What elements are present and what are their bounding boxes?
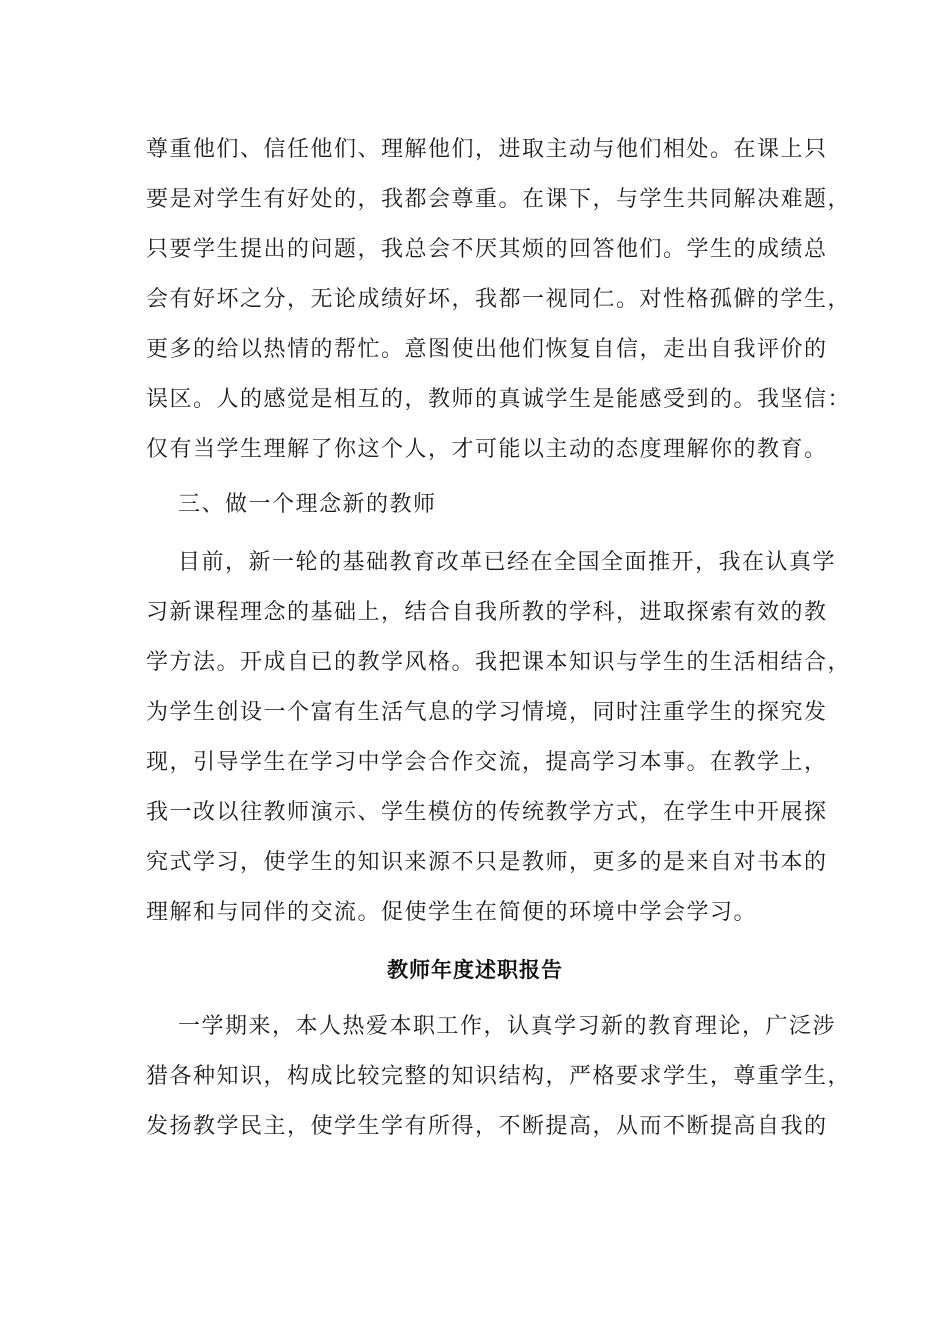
paragraph-line: 学方法。开成自已的教学风格。我把课本知识与学生的生活相结合，: [146, 650, 852, 675]
paragraph-line: 误区。人的感觉是相互的，教师的真诚学生是能感受到的。我坚信：: [146, 387, 852, 412]
paragraph-line: 尊重他们、信任他们、理解他们，进取主动与他们相处。在课上只: [146, 137, 828, 162]
paragraph-line: 一学期来，本人热爱本职工作，认真学习新的教育理论，广泛涉: [178, 1014, 837, 1039]
section-heading: 三、做一个理念新的教师: [178, 492, 437, 517]
paragraph-line: 究式学习，使学生的知识来源不只是教师，更多的是来自对书本的: [146, 850, 828, 875]
paragraph-line: 我一改以往教师演示、学生模仿的传统教学方式，在学生中开展探: [146, 800, 828, 825]
paragraph-line: 理解和与同伴的交流。促使学生在简便的环境中学会学习。: [146, 900, 758, 925]
paragraph-line: 现，引导学生在学习中学会合作交流，提高学习本事。在教学上，: [146, 750, 828, 775]
paragraph-line: 发扬教学民主，使学生学有所得，不断提高，从而不断提高自我的: [146, 1114, 828, 1139]
paragraph-line: 习新课程理念的基础上，结合自我所教的学科，进取探索有效的教: [146, 600, 828, 625]
paragraph-line: 要是对学生有好处的，我都会尊重。在课下，与学生共同解决难题，: [146, 187, 852, 212]
paragraph-line: 为学生创设一个富有生活气息的学习情境，同时注重学生的探究发: [146, 700, 828, 725]
paragraph-line: 更多的给以热情的帮忙。意图使出他们恢复自信，走出自我评价的: [146, 337, 828, 362]
paragraph-line: 目前，新一轮的基础教育改革已经在全国全面推开，我在认真学: [178, 550, 837, 575]
paragraph-line: 猎各种知识，构成比较完整的知识结构，严格要求学生，尊重学生，: [146, 1064, 852, 1089]
paragraph-line: 仅有当学生理解了你这个人，才可能以主动的态度理解你的教育。: [146, 437, 828, 462]
paragraph-line: 会有好坏之分，无论成绩好坏，我都一视同仁。对性格孤僻的学生，: [146, 287, 852, 312]
paragraph-line: 只要学生提出的问题，我总会不厌其烦的回答他们。学生的成绩总: [146, 237, 828, 262]
document-title: 教师年度述职报告: [387, 958, 563, 982]
